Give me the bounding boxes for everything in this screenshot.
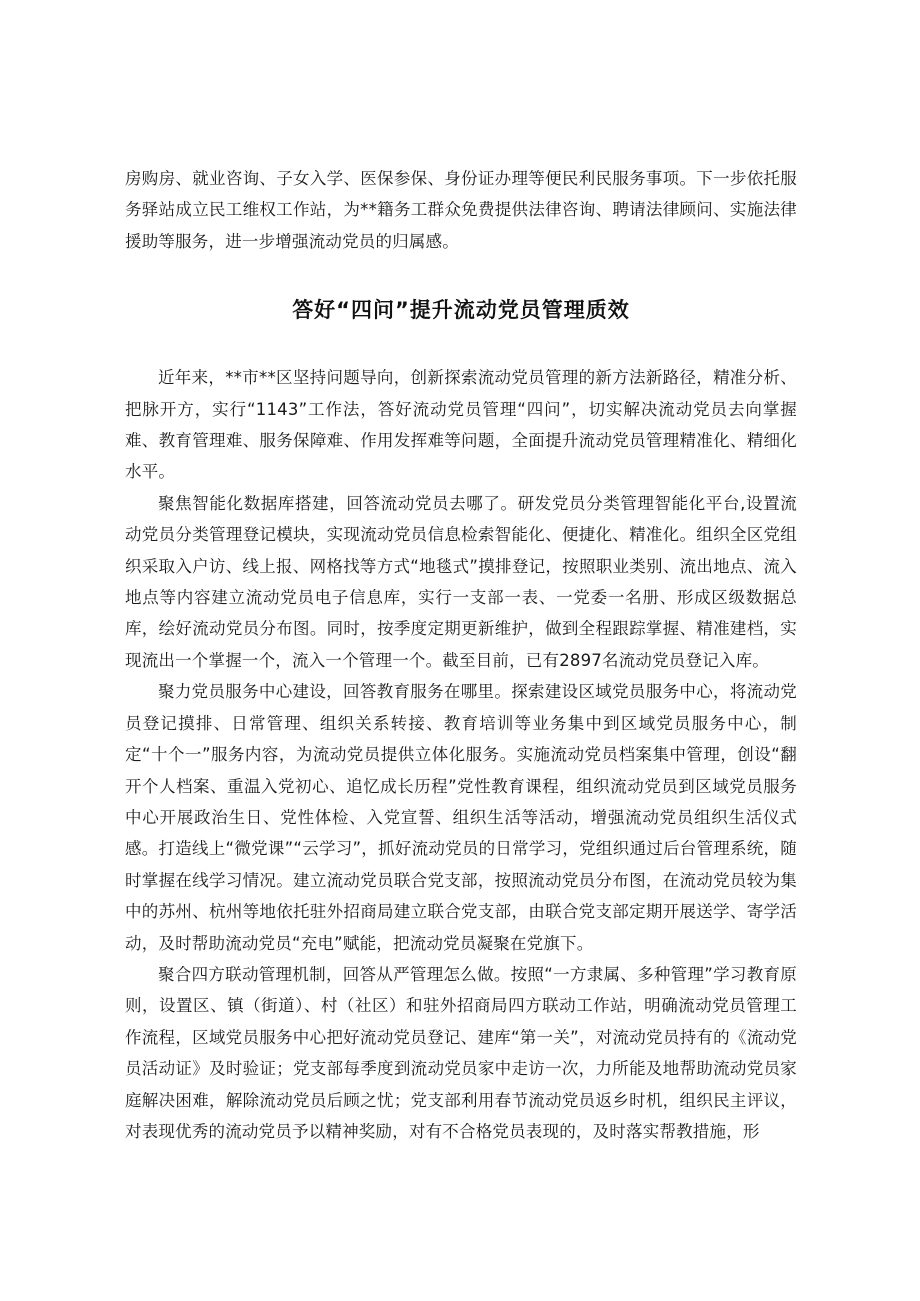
document-body — [125, 163, 797, 1147]
article-title: 答好“四问”提升流动党员管理质效 — [292, 298, 630, 323]
body-paragraph-1: 近年来，**市**区坚持问题导向，创新探索流动党员管理的新方法新路径，精准分析、把脉开方，实行“1143”工作法，答好流动党员管理“四问”，切实解决流动党员去向掌握难、教育管理难、服务保障难、作用发挥难等问题，全面提升流动党员管理精准化、精细化水平。 — [125, 368, 797, 482]
body-paragraph-2: 聚焦智能化数据库搭建，回答流动党员去哪了。研发党员分类管理智能化平台,设置流动党员分类管理登记模块，实现流动党员信息检索智能化、便捷化、精准化。组织全区党组织采取入户访、线上报、网格找等方式“地毯式”摸排登记，按照职业类别、流出地点、流入地点等内容建立流动党员电子信息库，实行一支部一表、一党委一名册、形成区级数据总库，绘好流动党员分布图。同时，按季度定期更新维护，做到全程跟踪掌握、精准建档，实现流出一个掌握一个，流入一个管理一个。截至目前，已有2897名流动党员登记入库。 — [125, 493, 797, 670]
body-paragraph-4: 聚合四方联动管理机制，回答从严管理怎么做。按照“一方隶属、多种管理”学习教育原则，设置区、镇（街道）、村（社区）和驻外招商局四方联动工作站，明确流动党员管理工作流程，区域党员服务中心把好流动党员登记、建库“第一关”，对流动党员持有的《流动党员活动证》及时验证；党支部每季度到流动党员家中走访一次，力所能及地帮助流动党员家庭解决困难，解除流动党员后顾之忧；党支部利用春节流动党员返乡时机，组织民主评议，对表现优秀的流动党员予以精神奖励，对有不合格党员表现的，及时落实帮教措施，形 — [125, 964, 797, 1141]
intro-paragraph: 房购房、就业咨询、子女入学、医保参保、身份证办理等便民利民服务事项。下一步依托服务驿站成立民工维权工作站，为**籍务工群众免费提供法律咨询、聘请法律顾问、实施法律援助等服务，进一步增强流动党员的归属感。 — [125, 169, 797, 251]
body-paragraph-3: 聚力党员服务中心建设，回答教育服务在哪里。探索建设区域党员服务中心，将流动党员登记摸排、日常管理、组织关系转接、教育培训等业务集中到区域党员服务中心，制定“十个一”服务内容，为流动党员提供立体化服务。实施流动党员档案集中管理，创设“翻开个人档案、重温入党初心、追忆成长历程”党性教育课程，组织流动党员到区域党员服务中心开展政治生日、党性体检、入党宣誓、组织生活等活动，增强流动党员组织生活仪式感。打造线上“微党课”“云学习”，抓好流动党员的日常学习，党组织通过后台管理系统，随时掌握在线学习情况。建立流动党员联合党支部，按照流动党员分布图，在流动党员较为集中的苏州、杭州等地依托驻外招商局建立联合党支部，由联合党支部定期开展送学、寄学活动，及时帮助流动党员“充电”赋能，把流动党员凝聚在党旗下。 — [125, 682, 797, 953]
